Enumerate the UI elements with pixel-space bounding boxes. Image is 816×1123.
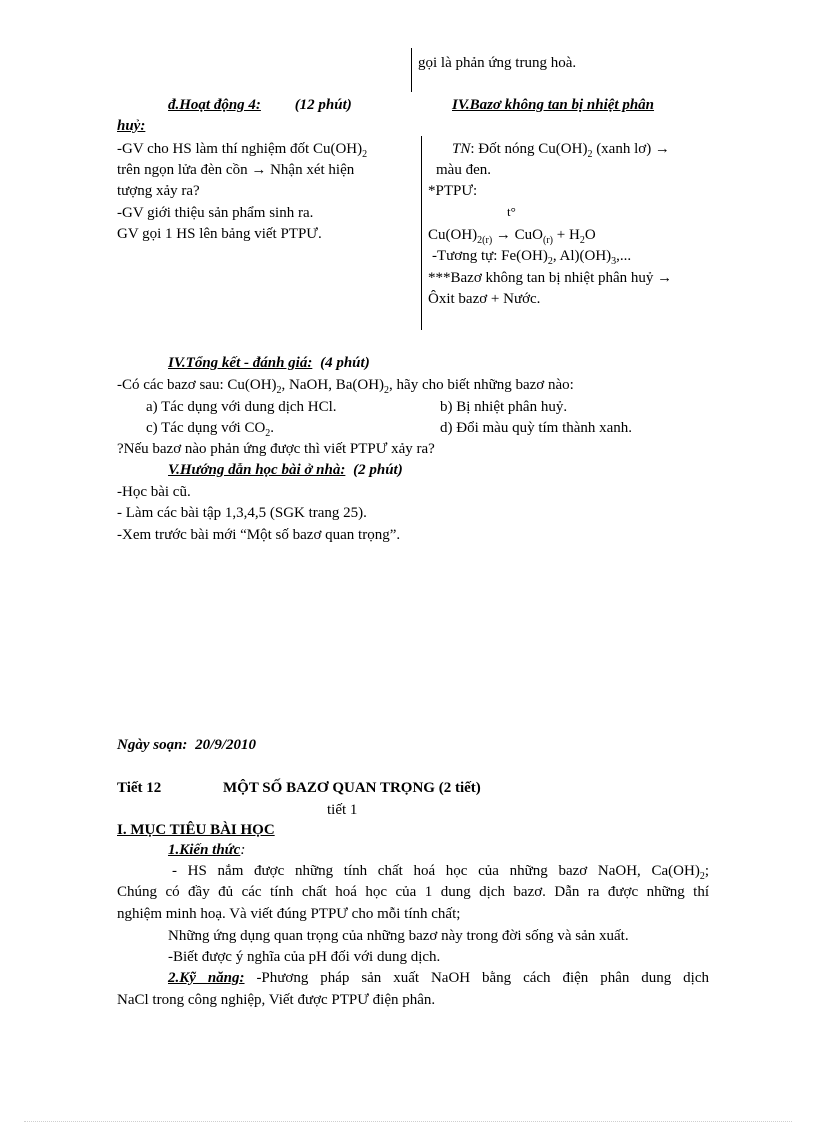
experiment-label: TN — [452, 141, 471, 157]
prep-date: Ngày soạn: 20/9/2010 — [117, 737, 257, 753]
summary-question: -Có các bazơ sau: $Cu(OH)_2$, NaOH, $Ba(OH)_2$, hãy cho biết những bazơ nào: — [117, 377, 574, 396]
lesson-period: Tiết 12 — [117, 780, 162, 796]
lesson-title: MỘT SỐ BAZƠ QUAN TRỌNG (2 tiết) — [223, 780, 481, 796]
section-iv-heading-cont: huỷ: — [117, 118, 146, 134]
homework-item-2: - Làm các bài tập 1,3,4,5 (SGK trang 25). — [117, 505, 367, 521]
knowledge-line-1: - HS nắm được những tính chất hoá học của những bazơ NaOH, $Ca(OH)_2$; — [172, 863, 709, 882]
skills-line-1: 2.Kỹ năng: -Phương pháp sản xuất NaOH bằng cách điện phân dung dịch — [168, 970, 710, 986]
lesson-subtitle: tiết 1 — [327, 802, 358, 818]
equation-label: *PTPƯ: — [428, 183, 478, 199]
section-iv-heading: IV.Bazơ không tan bị nhiệt phân — [452, 97, 655, 113]
teacher-step-3: GV gọi 1 HS lên bảng viết PTPƯ. — [117, 226, 322, 242]
decomposition-equation: $Cu(OH)_{2(r)} \to CuO_{(r)} + H_2O$ — [428, 227, 596, 246]
option-a: a) Tác dụng với dung dịch HCl. — [146, 399, 337, 415]
column-divider-top — [411, 48, 412, 92]
conclusion-line-cont: Ôxit bazơ + Nước. — [428, 291, 541, 307]
activity-4-time: (12 phút) — [294, 97, 352, 113]
objectives-heading: I. MỤC TIÊU BÀI HỌC — [117, 822, 275, 838]
teacher-step-2: -GV giới thiệu sản phẩm sinh ra. — [117, 205, 314, 221]
summary-question-2: ?Nếu bazơ nào phản ứng được thì viết PTPƯ xảy ra? — [117, 441, 435, 457]
knowledge-heading: 1.Kiến thức: — [168, 842, 246, 858]
column-divider — [421, 136, 422, 330]
homework-item-3: -Xem trước bài mới “Một số bazơ quan trọng”. — [117, 527, 401, 543]
teacher-step-1-cont2: tượng xảy ra? — [117, 183, 200, 199]
summary-heading: IV.Tổng kết - đánh giá: (4 phút) — [168, 355, 370, 371]
page-bottom-rule — [24, 1121, 792, 1122]
knowledge-line-3: nghiệm minh hoạ. Và viết đúng PTPƯ cho mỗi tính chất; — [117, 906, 461, 922]
experiment-line-cont: màu đen. — [436, 162, 491, 178]
experiment-line: TN: Đốt nóng $Cu(OH)_2$ (xanh lơ) → — [452, 141, 670, 160]
conclusion-line: ***Bazơ không tan bị nhiệt phân huỷ → — [428, 270, 673, 286]
heat-symbol: t° — [507, 204, 516, 219]
similar-examples: -Tương tự: $Fe(OH)_2$, $Al)(OH)_3$,... — [432, 248, 632, 267]
continuation-line: gọi là phản ứng trung hoà. — [418, 55, 577, 71]
skills-line-2: NaCl trong công nghiệp, Viết được PTPƯ điện phân. — [117, 992, 436, 1008]
option-b: b) Bị nhiệt phân huỷ. — [440, 399, 568, 415]
option-d: d) Đổi màu quỳ tím thành xanh. — [440, 420, 633, 436]
teacher-step-1-cont: trên ngọn lửa đèn cồn → Nhận xét hiện — [117, 162, 355, 178]
teacher-step-1: -GV cho HS làm thí nghiệm đốt $Cu(OH)_2$ — [117, 141, 368, 160]
homework-item-1: -Học bài cũ. — [117, 484, 191, 500]
knowledge-line-4: Những ứng dụng quan trọng của những bazơ này trong đời sống và sản xuất. — [168, 928, 629, 944]
knowledge-line-2: Chúng có đầy đủ các tính chất hoá học của 1 dung dịch bazơ. Dẫn ra được những thí — [117, 884, 709, 900]
activity-4-heading — [168, 95, 352, 115]
skills-heading: 2.Kỹ năng: — [168, 970, 245, 986]
homework-heading: V.Hướng dẫn học bài ở nhà: (2 phút) — [168, 462, 403, 478]
activity-4-label: đ.Hoạt động 4: — [168, 97, 261, 113]
knowledge-line-5: -Biết được ý nghĩa của pH đối với dung dịch. — [168, 949, 441, 965]
option-c: c) Tác dụng với $CO_2$. — [146, 420, 275, 439]
